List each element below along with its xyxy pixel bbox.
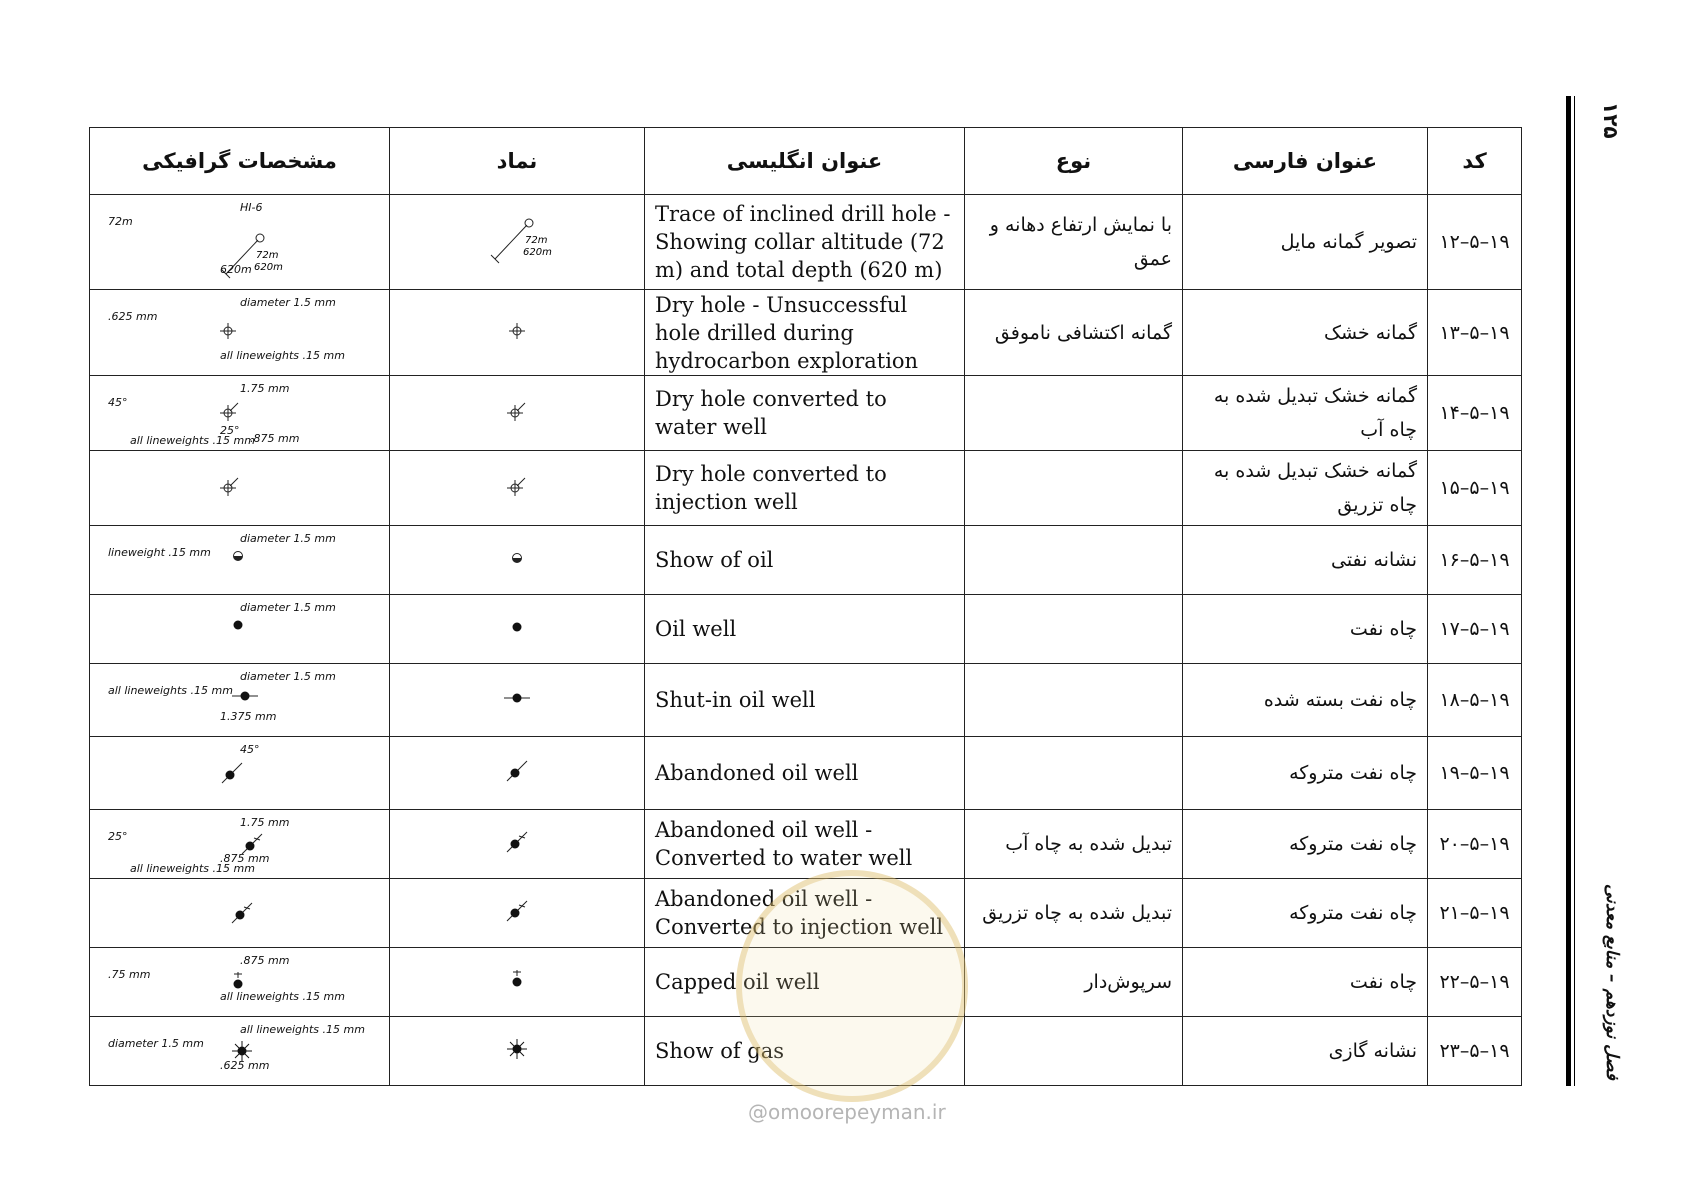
type-cell bbox=[965, 526, 1183, 595]
fa-title-cell: نشانه نفتی bbox=[1183, 526, 1428, 595]
well-symbol-icon bbox=[502, 691, 532, 710]
code-cell: ۱۹–۵–۱۸ bbox=[1428, 664, 1522, 737]
table-row bbox=[90, 737, 1522, 810]
type-cell: سرپوش‌دار bbox=[965, 948, 1183, 1017]
well-symbol-icon bbox=[505, 768, 529, 787]
spec-label: .625 mm bbox=[220, 1059, 270, 1072]
en-title-cell: Dry hole converted to water well bbox=[645, 376, 965, 451]
fa-title-cell: تصویر گمانه مایل bbox=[1183, 195, 1428, 290]
table-row bbox=[90, 526, 1522, 595]
en-title-cell: Dry hole converted to injection well bbox=[645, 451, 965, 526]
code-cell: ۱۹–۵–۲۳ bbox=[1428, 1017, 1522, 1086]
spec-label: all lineweights .15 mm bbox=[220, 990, 345, 1003]
fa-title-cell: چاه نفت متروکه bbox=[1183, 810, 1428, 879]
code-cell: ۱۹–۵–۱۹ bbox=[1428, 737, 1522, 810]
well-symbol-icon bbox=[505, 1046, 529, 1065]
spec-symbol-icon bbox=[218, 321, 238, 345]
spec-label: 25° bbox=[220, 424, 240, 437]
symbol-cell bbox=[390, 290, 645, 376]
spec-cell bbox=[90, 595, 390, 664]
spec-label: 1.375 mm bbox=[220, 710, 277, 723]
fa-title-cell: چاه نفت bbox=[1183, 595, 1428, 664]
svg-text:72m: 72m bbox=[525, 235, 548, 246]
svg-text:620m: 620m bbox=[523, 247, 552, 258]
spec-label: diameter 1.5 mm bbox=[240, 670, 336, 683]
well-symbol-icon bbox=[507, 481, 527, 500]
code-cell: ۱۹–۵–۱۳ bbox=[1428, 290, 1522, 376]
svg-text:72m: 72m bbox=[256, 250, 279, 261]
en-title-cell: Show of oil bbox=[645, 526, 965, 595]
spec-symbol-icon bbox=[230, 901, 254, 929]
spec-label: diameter 1.5 mm bbox=[240, 601, 336, 614]
spec-cell bbox=[90, 810, 390, 879]
type-cell bbox=[965, 376, 1183, 451]
table-row bbox=[90, 664, 1522, 737]
spec-label: .625 mm bbox=[108, 310, 158, 323]
type-cell: گمانه اکتشافی ناموفق bbox=[965, 290, 1183, 376]
symbol-cell bbox=[390, 664, 645, 737]
table-row bbox=[90, 451, 1522, 526]
table-row bbox=[90, 376, 1522, 451]
en-title-cell: Show of gas bbox=[645, 1017, 965, 1086]
table-row bbox=[90, 195, 1522, 290]
code-cell: ۱۹–۵–۱۵ bbox=[1428, 451, 1522, 526]
symbol-cell bbox=[390, 526, 645, 595]
type-cell bbox=[965, 595, 1183, 664]
header-symbol: نماد bbox=[390, 128, 645, 195]
spec-label: diameter 1.5 mm bbox=[108, 1037, 204, 1050]
header-type: نوع bbox=[965, 128, 1183, 195]
well-symbol-icon bbox=[505, 839, 529, 858]
well-symbol-icon bbox=[507, 326, 527, 345]
type-cell bbox=[965, 664, 1183, 737]
chapter-title: فصل نوزدهم – منابع معدنی bbox=[1602, 884, 1622, 1080]
table-row bbox=[90, 290, 1522, 376]
margin-rule bbox=[1566, 96, 1571, 1086]
spec-label: lineweight .15 mm bbox=[108, 546, 211, 559]
svg-text:620m: 620m bbox=[254, 262, 283, 273]
table-row bbox=[90, 810, 1522, 879]
header-spec: مشخصات گرافیکی bbox=[90, 128, 390, 195]
fa-title-cell: چاه نفت bbox=[1183, 948, 1428, 1017]
spec-label: diameter 1.5 mm bbox=[240, 296, 336, 309]
type-cell bbox=[965, 451, 1183, 526]
en-title-cell: Shut-in oil well bbox=[645, 664, 965, 737]
symbol-cell bbox=[390, 451, 645, 526]
spec-symbol-icon bbox=[230, 688, 260, 708]
spec-label: 45° bbox=[108, 396, 128, 409]
spec-label: .875 mm bbox=[220, 852, 270, 865]
spec-cell bbox=[90, 948, 390, 1017]
spec-symbol-icon bbox=[220, 401, 240, 425]
well-symbol-icon bbox=[509, 620, 525, 639]
header-code: کد bbox=[1428, 128, 1522, 195]
code-cell: ۱۹–۵–۱۴ bbox=[1428, 376, 1522, 451]
en-title-cell: Abandoned oil well - Converted to injection well bbox=[645, 879, 965, 948]
header-en-title: عنوان انگلیسی bbox=[645, 128, 965, 195]
type-cell: تبدیل شده به چاه آب bbox=[965, 810, 1183, 879]
fa-title-cell: نشانه گازی bbox=[1183, 1017, 1428, 1086]
well-symbol-icon bbox=[487, 235, 552, 269]
well-symbol-icon bbox=[509, 551, 525, 570]
spec-label: all lineweights .15 mm bbox=[108, 684, 233, 697]
type-cell: با نمایش ارتفاع دهانه و عمق bbox=[965, 195, 1183, 290]
spec-label: 45° bbox=[240, 743, 260, 756]
table-row bbox=[90, 595, 1522, 664]
spec-symbol-icon bbox=[230, 548, 246, 568]
spec-cell bbox=[90, 526, 390, 595]
symbol-cell bbox=[390, 195, 645, 290]
code-cell: ۱۹–۵–۲۲ bbox=[1428, 948, 1522, 1017]
fa-title-cell: چاه نفت متروکه bbox=[1183, 737, 1428, 810]
spec-cell bbox=[90, 451, 390, 526]
spec-label: .875 mm bbox=[240, 954, 290, 967]
well-symbol-icon bbox=[509, 977, 525, 996]
spec-label: 1.75 mm bbox=[240, 816, 290, 829]
symbol-cell bbox=[390, 737, 645, 810]
code-cell: ۱۹–۵–۱۷ bbox=[1428, 595, 1522, 664]
en-title-cell: Trace of inclined drill hole - Showing collar altitude (72 m) and total depth (620 m) bbox=[645, 195, 965, 290]
spec-label: .75 mm bbox=[108, 968, 151, 981]
spec-cell bbox=[90, 376, 390, 451]
margin-rule-thin bbox=[1574, 96, 1575, 1086]
spec-cell bbox=[90, 195, 390, 290]
symbol-cell bbox=[390, 595, 645, 664]
symbol-cell bbox=[390, 948, 645, 1017]
spec-symbol-icon bbox=[220, 761, 244, 789]
spec-cell bbox=[90, 664, 390, 737]
spec-cell bbox=[90, 879, 390, 948]
symbol-cell bbox=[390, 810, 645, 879]
spec-label: diameter 1.5 mm bbox=[240, 532, 336, 545]
spec-label: 620m bbox=[220, 263, 252, 276]
en-title-cell: Dry hole - Unsuccessful hole drilled during hydrocarbon exploration bbox=[645, 290, 965, 376]
spec-symbol-icon bbox=[230, 617, 246, 637]
symbol-cell bbox=[390, 879, 645, 948]
symbol-cell bbox=[390, 1017, 645, 1086]
code-cell: ۱۹–۵–۲۱ bbox=[1428, 879, 1522, 948]
fa-title-cell: گمانه خشک bbox=[1183, 290, 1428, 376]
spec-label: 25° bbox=[108, 830, 128, 843]
en-title-cell: Oil well bbox=[645, 595, 965, 664]
spec-symbol-icon bbox=[220, 476, 240, 500]
header-fa-title: عنوان فارسی bbox=[1183, 128, 1428, 195]
spec-label: 72m bbox=[108, 215, 133, 228]
spec-label: all lineweights .15 mm bbox=[220, 349, 345, 362]
spec-label: all lineweights .15 mm bbox=[130, 862, 255, 875]
spec-cell bbox=[90, 290, 390, 376]
fa-title-cell: گمانه خشک تبدیل شده به چاه تزریق bbox=[1183, 451, 1428, 526]
well-symbol-icon bbox=[505, 908, 529, 927]
spec-label: HI-6 bbox=[240, 201, 263, 214]
code-cell: ۱۹–۵–۲۰ bbox=[1428, 810, 1522, 879]
spec-label: all lineweights .15 mm bbox=[130, 434, 255, 447]
spec-cell bbox=[90, 737, 390, 810]
fa-title-cell: گمانه خشک تبدیل شده به چاه آب bbox=[1183, 376, 1428, 451]
spec-cell bbox=[90, 1017, 390, 1086]
watermark-url: @omoorepeyman.ir bbox=[748, 1100, 946, 1124]
en-title-cell: Abandoned oil well bbox=[645, 737, 965, 810]
fa-title-cell: چاه نفت متروکه bbox=[1183, 879, 1428, 948]
en-title-cell: Capped oil well bbox=[645, 948, 965, 1017]
type-cell bbox=[965, 737, 1183, 810]
spec-label: all lineweights .15 mm bbox=[240, 1023, 365, 1036]
spec-label: 1.75 mm bbox=[240, 382, 290, 395]
watermark-seal bbox=[736, 870, 968, 1102]
code-cell: ۱۹–۵–۱۲ bbox=[1428, 195, 1522, 290]
type-cell bbox=[965, 1017, 1183, 1086]
table-header-row bbox=[90, 128, 1522, 195]
en-title-cell: Abandoned oil well - Converted to water well bbox=[645, 810, 965, 879]
type-cell: تبدیل شده به چاه تزریق bbox=[965, 879, 1183, 948]
code-cell: ۱۹–۵–۱۶ bbox=[1428, 526, 1522, 595]
spec-label: .875 mm bbox=[250, 432, 300, 445]
well-symbol-icon bbox=[507, 406, 527, 425]
symbol-cell bbox=[390, 376, 645, 451]
fa-title-cell: چاه نفت بسته شده bbox=[1183, 664, 1428, 737]
page-number: ۱۲۵ bbox=[1599, 102, 1623, 139]
